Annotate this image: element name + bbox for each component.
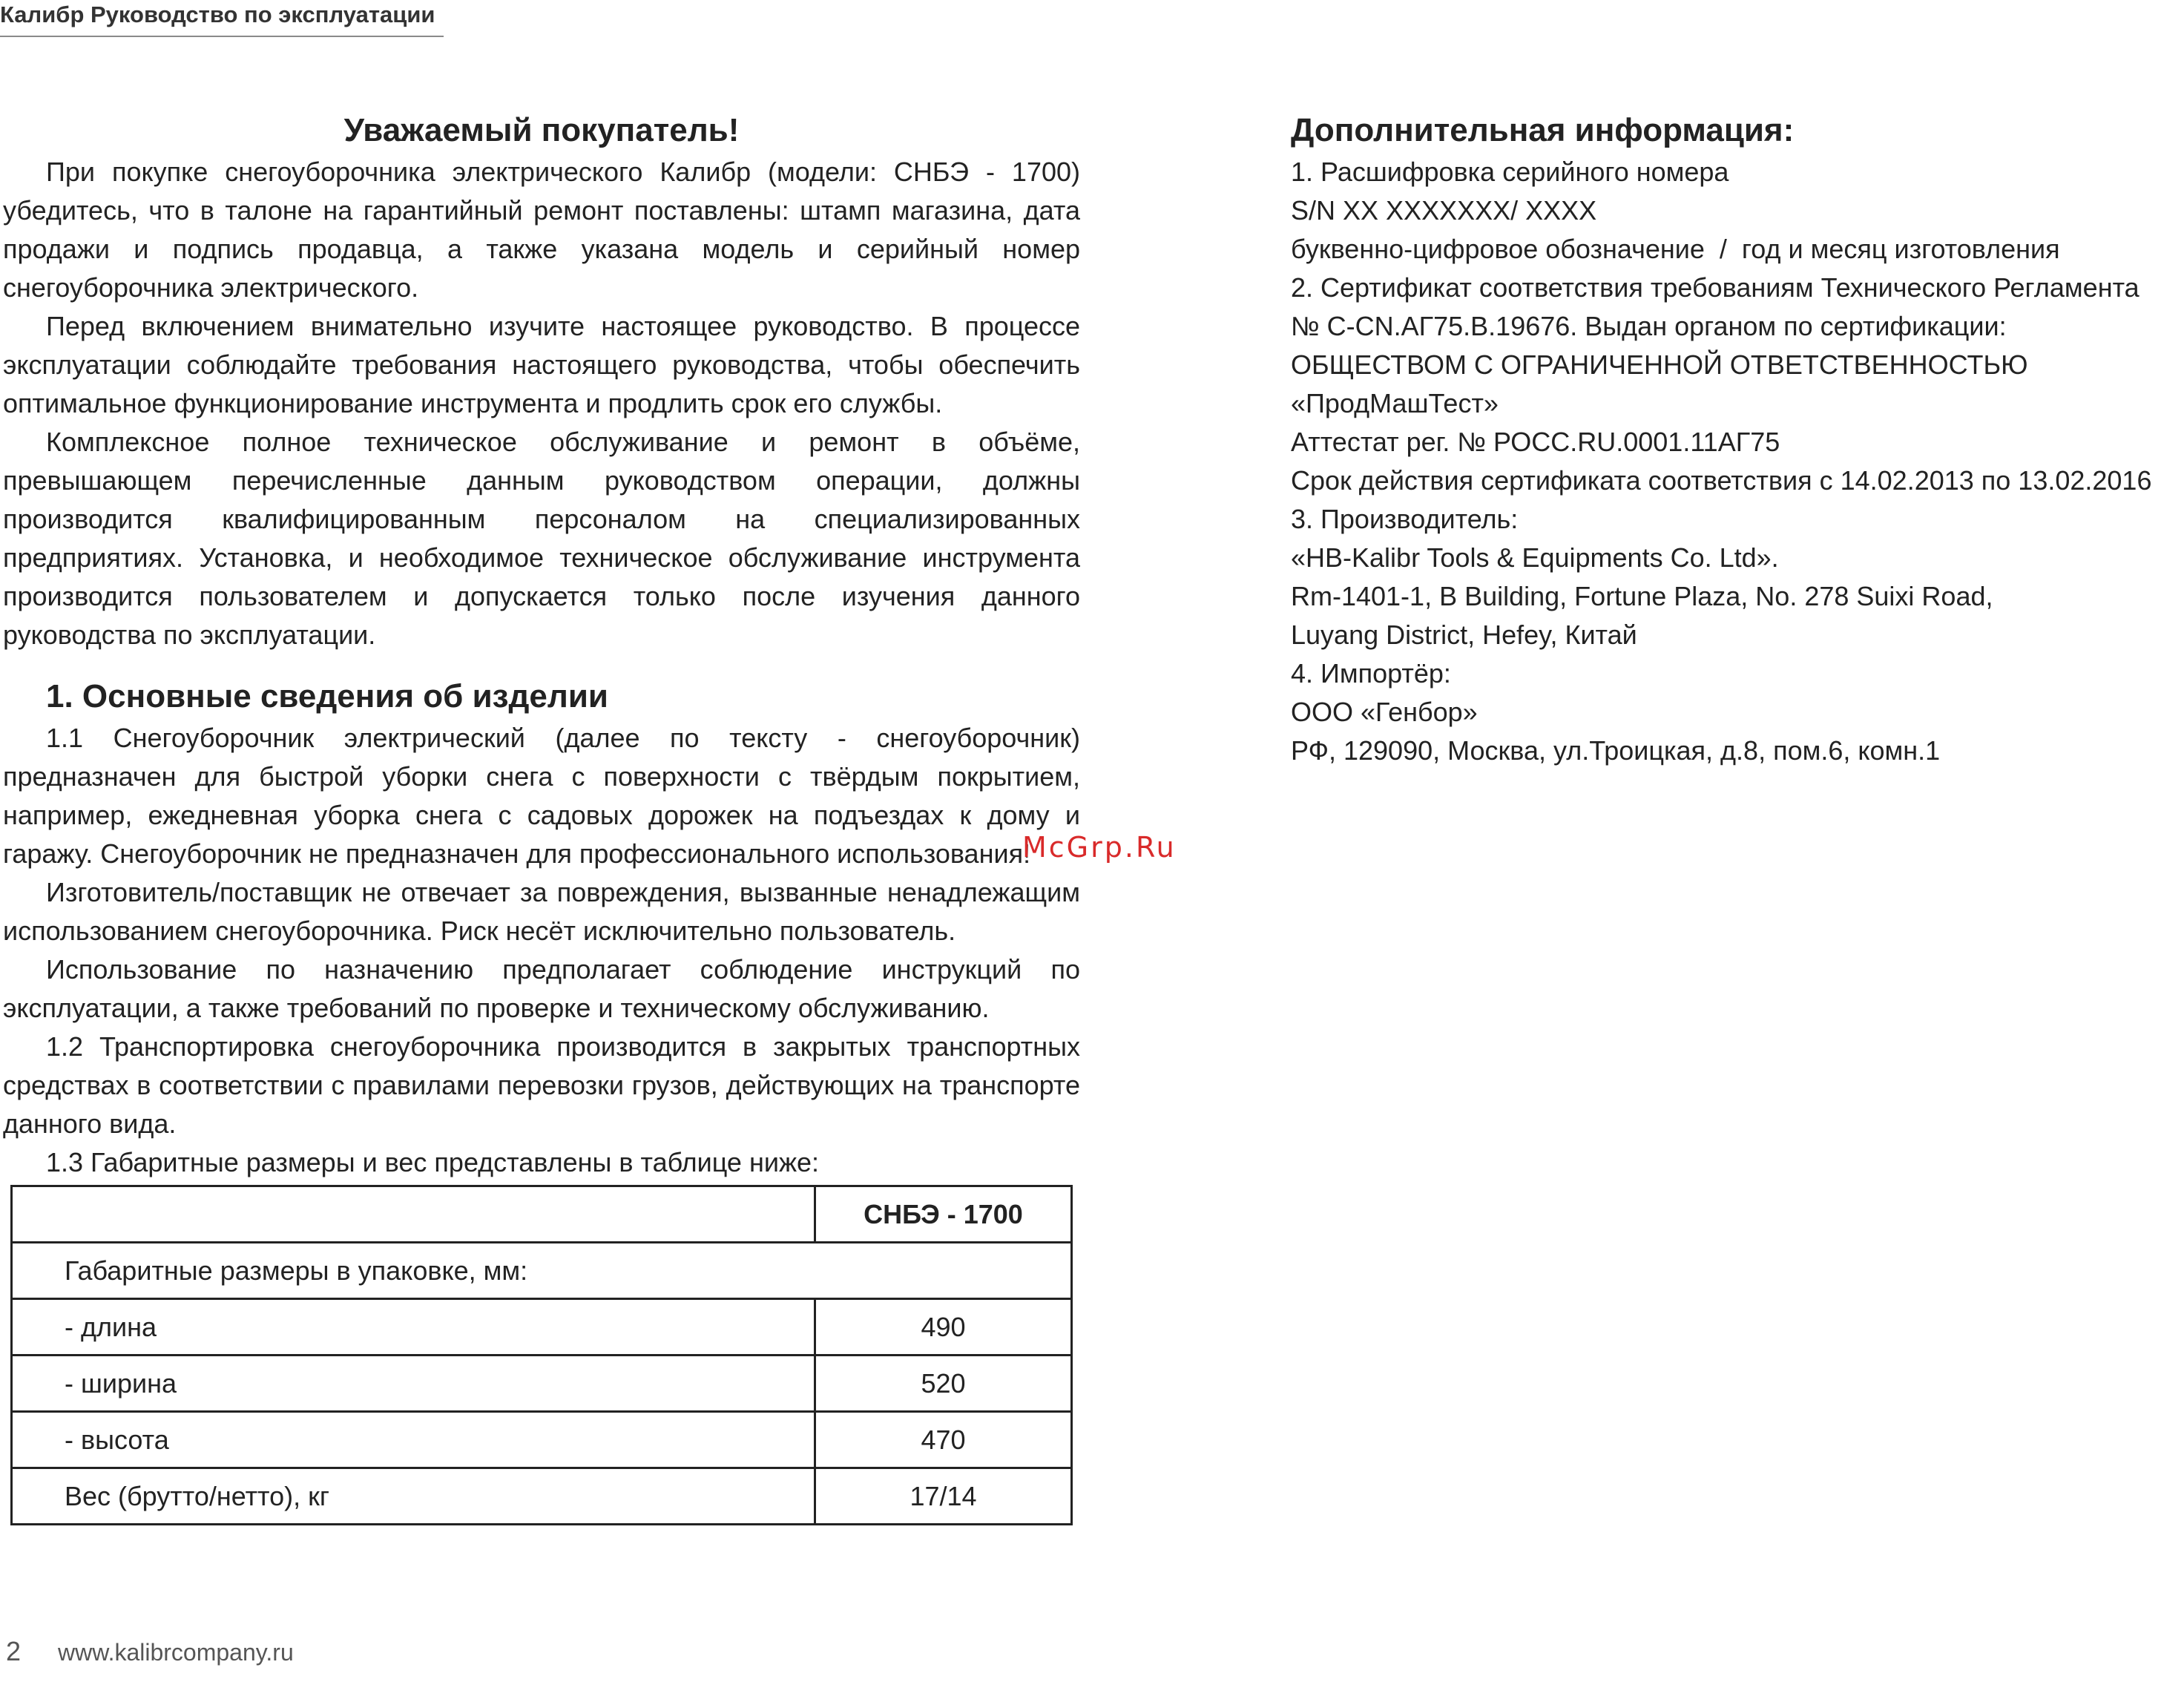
section-paragraph: 1.3 Габаритные размеры и вес представлены в таблице ниже: — [46, 1147, 820, 1177]
table-row — [12, 1299, 1072, 1356]
page-number: 2 — [6, 1636, 22, 1666]
table-row — [12, 1412, 1072, 1468]
footer-url[interactable]: www.kalibrcompany.ru — [58, 1639, 294, 1666]
header-title: Калибр Руководство по эксплуатации — [0, 1, 435, 27]
row-label: - длина — [12, 1299, 815, 1356]
intro-paragraph: При покупке снегоуборочника электрического Калибр (модели: СНБЭ - 1700) убедитесь, что в талоне на гарантийный ремонт поставлены: штамп магазина, дата продажи и подпись продавца, а также указана модель и серийный номер снегоуборочника электрического. — [3, 157, 1080, 303]
info-line: Аттестат рег. № РОСС.RU.0001.11АГ75 — [1291, 427, 1780, 457]
row-value: 470 — [815, 1412, 1072, 1468]
section-paragraph: 1.1 Снегоуборочник электрический (далее по тексту - снегоуборочник) предназначен для быстрой уборки снега с поверхности с твёрдым покрытием, например, ежедневная уборка снега с садовых дорожек на подъездах к дому и гаражу. Снегоуборочник не предназначен для профессионального использования! — [3, 723, 1080, 869]
dimensions-table — [10, 1185, 1073, 1525]
row-label: - высота — [12, 1412, 815, 1468]
section-paragraph: Изготовитель/поставщик не отвечает за повреждения, вызванные ненадлежащим использованием снегоуборочника. Риск несёт исключительно пользователь. — [3, 877, 1080, 946]
info-line: Luyang District, Hefey, Китай — [1291, 620, 1637, 650]
info-line: S/N XX XXXXXXX/ XXXX — [1291, 195, 1597, 226]
info-line: 1. Расшифровка серийного номера — [1291, 157, 1729, 187]
info-line: 3. Производитель: — [1291, 504, 1519, 534]
info-line: № C-CN.АГ75.В.19676. Выдан органом по сертификации: — [1291, 311, 2007, 341]
info-line: ООО «Генбор» — [1291, 697, 1478, 727]
row-value: 520 — [815, 1356, 1072, 1412]
table-group-row — [12, 1243, 1072, 1299]
row-label: - ширина — [12, 1356, 815, 1412]
running-header — [0, 0, 444, 37]
info-line: Срок действия сертификата соответствия с 14.02.2013 по 13.02.2016 — [1291, 465, 2152, 496]
additional-info-heading: Дополнительная информация: — [1291, 112, 1795, 148]
info-line: 4. Импортёр: — [1291, 658, 1451, 689]
right-column — [1291, 108, 2184, 770]
info-line: буквенно-цифровое обозначение / год и месяц изготовления — [1291, 234, 2060, 264]
info-line: Rm-1401-1, B Building, Fortune Plaza, No. 278 Suixi Road, — [1291, 581, 1993, 611]
table-header-row — [12, 1186, 1072, 1243]
model-header-cell: СНБЭ - 1700 — [815, 1186, 1072, 1243]
watermark: McGrp.Ru — [1022, 831, 1177, 864]
info-line: «HB-Kalibr Tools & Equipments Co. Ltd». — [1291, 542, 1779, 573]
table-row — [12, 1356, 1072, 1412]
section-paragraph: 1.2 Транспортировка снегоуборочника производится в закрытых транспортных средствах в соответствии с правилами перевозки грузов, действующих на транспорте данного вида. — [3, 1031, 1080, 1139]
info-line: 2. Сертификат соответствия требованиям Технического Регламента — [1291, 272, 2139, 303]
row-value: 490 — [815, 1299, 1072, 1356]
row-label: Вес (брутто/нетто), кг — [12, 1468, 815, 1525]
intro-paragraph: Перед включением внимательно изучите настоящее руководство. В процессе эксплуатации соблюдайте требования настоящего руководства, чтобы обеспечить оптимальное функционирование инструмента и продлить срок его службы. — [3, 311, 1080, 418]
intro-paragraph: Комплексное полное техническое обслуживание и ремонт в объёме, превышающем перечисленные данным руководством операции, должны производится квалифицированным персоналом на специализированных предприятиях. Установка, и необходимое техническое обслуживание инструмента производится пользователем и допускается только после изучения данного руководства по эксплуатации. — [3, 427, 1080, 650]
section-paragraph: Использование по назначению предполагает соблюдение инструкций по эксплуатации, а также требований по проверке и техническому обслуживанию. — [3, 954, 1080, 1023]
left-column — [3, 108, 1080, 1525]
info-line: «ПродМашТест» — [1291, 388, 1499, 418]
group-label-cell: Габаритные размеры в упаковке, мм: — [12, 1243, 1072, 1299]
table-row — [12, 1468, 1072, 1525]
greeting-heading: Уважаемый покупатель! — [343, 112, 740, 148]
row-value: 17/14 — [815, 1468, 1072, 1525]
info-line: ОБЩЕСТВОМ С ОГРАНИЧЕННОЙ ОТВЕТСТВЕННОСТЬЮ — [1291, 349, 2028, 380]
info-line: РФ, 129090, Москва, ул.Троицкая, д.8, пом.6, комн.1 — [1291, 735, 1941, 766]
section-heading: 1. Основные сведения об изделии — [46, 678, 608, 714]
table-corner-cell — [12, 1186, 815, 1243]
